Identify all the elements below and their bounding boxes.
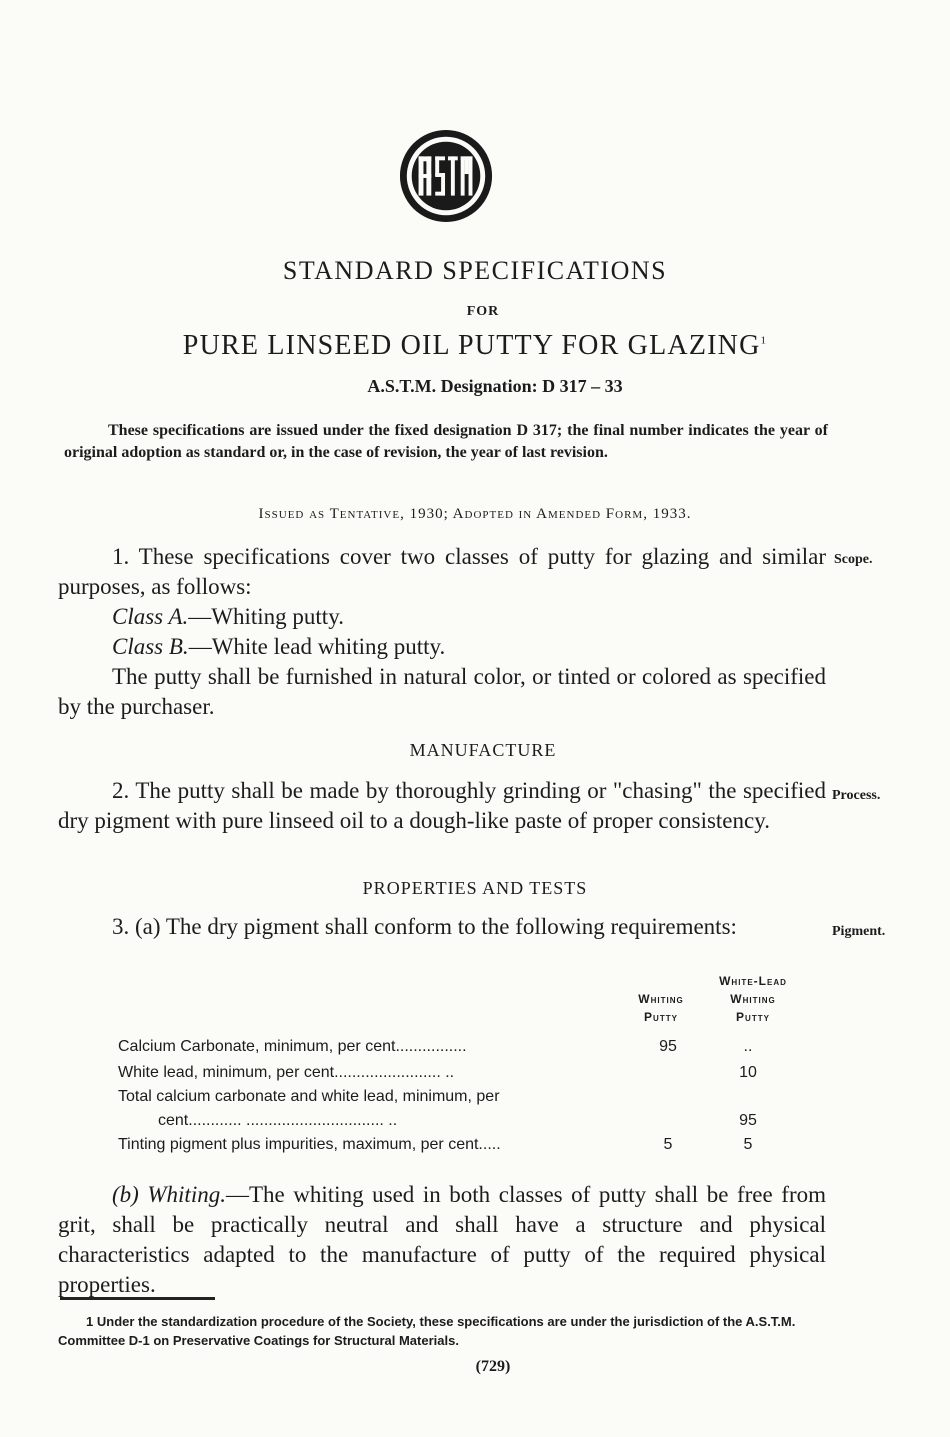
whiting-body: —The whiting used in both classes of putty shall be free from grit, shall be practically neutral and shall have a structure and physical characteristics adapted to the manufacture of putty of the required physical properties. xyxy=(58,1182,826,1297)
table-row xyxy=(118,1112,818,1136)
margin-pigment: Pigment. xyxy=(832,924,886,939)
row-label: Total calcium carbonate and white lead, minimum, per xyxy=(118,1088,500,1105)
whiting-text xyxy=(58,1180,826,1300)
title-line-2 xyxy=(0,330,950,362)
col-header-white-lead-line3: Putty xyxy=(736,1010,770,1024)
footnote-text: Under the standardization procedure of the Society, these specifications are under the jurisdiction of the A.S.T.M. Committee D-1 on Preservative Coatings for Structural Materials. xyxy=(58,1314,796,1348)
table-row xyxy=(118,1038,818,1062)
row-label: White lead, minimum, per cent........................ .. xyxy=(118,1064,455,1081)
class-b-text: —White lead whiting putty. xyxy=(188,634,446,659)
row-label: Calcium Carbonate, minimum, per cent................ xyxy=(118,1038,467,1055)
title-for: FOR xyxy=(466,304,500,319)
designation-note: These specifications are issued under the fixed designation D 317; the final number indicates the year of original adoption as standard or, in the case of revision, the year of last revision. xyxy=(64,422,828,461)
table-row xyxy=(118,1064,818,1088)
table-row xyxy=(118,1088,818,1112)
row-label: cent............ ............................... .. xyxy=(158,1112,398,1129)
manufacture-text: 2. The putty shall be made by thoroughly grinding or "chasing" the specified dry pigment with pure linseed oil to a dough-like paste of proper consistency. xyxy=(58,778,826,833)
properties-body: The dry pigment shall conform to the following requirements: xyxy=(165,914,737,939)
row-value-whiting: 5 xyxy=(663,1136,673,1153)
margin-process: Process. xyxy=(832,788,881,803)
page-number: (729) xyxy=(475,1358,511,1375)
manufacture-heading: MANUFACTURE xyxy=(409,740,557,760)
col-header-whiting-line1: Whiting xyxy=(638,992,684,1006)
col-header-white-lead xyxy=(698,972,808,1026)
designation: A.S.T.M. Designation: D 317 – 33 xyxy=(367,376,623,396)
title-footnote-mark: 1 xyxy=(760,334,768,347)
row-value-white-lead: 95 xyxy=(739,1112,757,1129)
properties-text xyxy=(58,912,826,942)
col-header-white-lead-line1: White-Lead xyxy=(719,974,787,988)
scope-line-1: 1. These specifications cover two classes of putty for glazing and similar purposes, as follows: xyxy=(58,544,826,599)
title-line-1: STANDARD SPECIFICATIONS xyxy=(282,256,668,285)
whiting-label: (b) Whiting. xyxy=(112,1182,226,1207)
class-a-label: Class A. xyxy=(112,604,189,629)
table-row xyxy=(118,1136,818,1160)
astm-logo xyxy=(397,127,495,225)
class-a-line xyxy=(58,602,826,632)
row-label: Tinting pigment plus impurities, maximum, per cent..... xyxy=(118,1136,501,1153)
footnote-mark: 1 xyxy=(86,1314,94,1329)
scope-section xyxy=(58,542,826,722)
col-header-white-lead-line2: Whiting xyxy=(730,992,776,1006)
footnote-rule xyxy=(60,1297,215,1300)
color-text: The putty shall be furnished in natural color, or tinted or colored as specified by the purchaser. xyxy=(58,664,826,719)
title-line-2-text: PURE LINSEED OIL PUTTY FOR GLAZING xyxy=(182,330,761,361)
properties-section xyxy=(58,912,826,942)
col-header-whiting xyxy=(616,990,706,1026)
row-value-white-lead: 5 xyxy=(743,1136,753,1153)
row-value-white-lead: 10 xyxy=(739,1064,757,1081)
row-value-whiting: 95 xyxy=(659,1038,677,1055)
row-value-white-lead: .. xyxy=(743,1038,753,1055)
whiting-section xyxy=(58,1180,826,1300)
properties-heading: PROPERTIES AND TESTS xyxy=(362,878,588,898)
col-header-whiting-line2: Putty xyxy=(644,1010,678,1024)
class-a-text: —Whiting putty. xyxy=(188,604,344,629)
manufacture-section xyxy=(58,776,826,836)
footnote xyxy=(58,1312,828,1350)
margin-scope: Scope. xyxy=(834,552,873,567)
issued-line: Issued as Tentative, 1930; Adopted in Amended Form, 1933. xyxy=(258,506,692,522)
properties-num: 3. (a) xyxy=(112,914,161,939)
class-b-label: Class B. xyxy=(112,634,189,659)
class-b-line xyxy=(58,632,826,662)
